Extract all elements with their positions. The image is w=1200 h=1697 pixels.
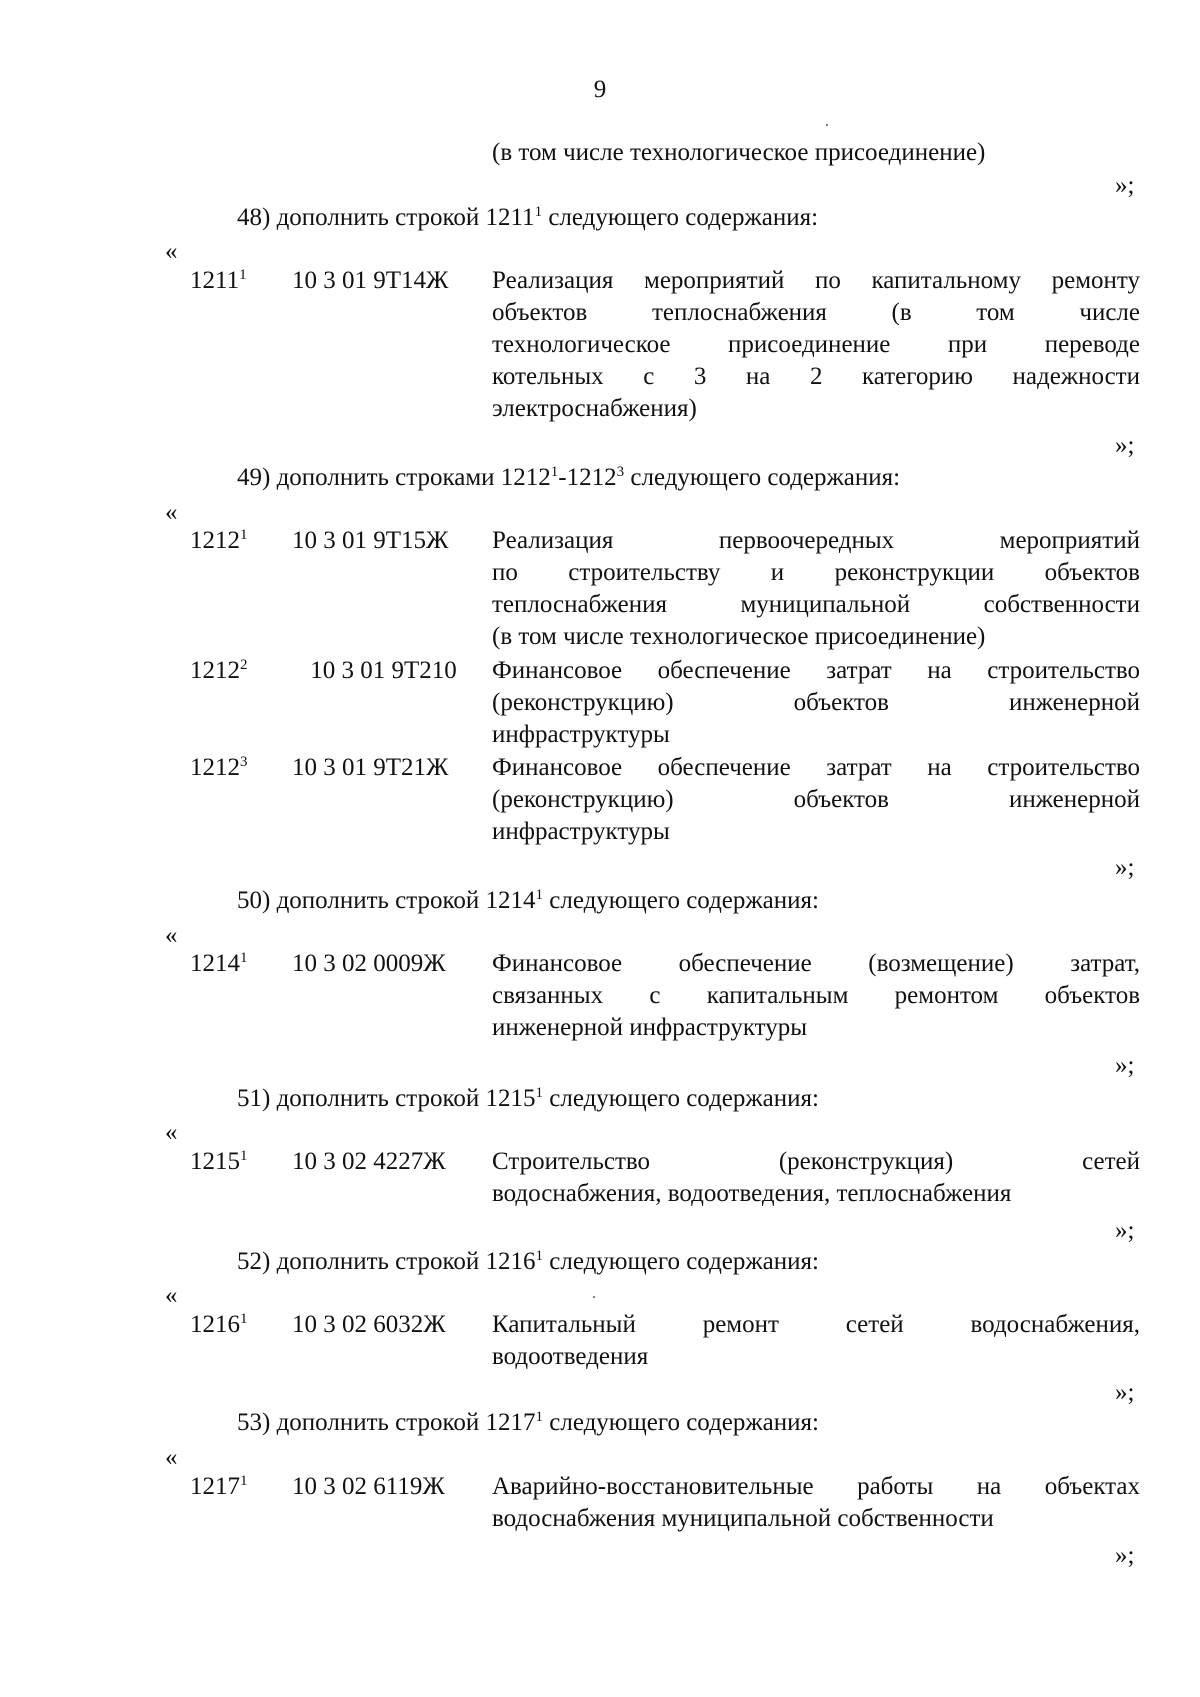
- close-quote: »;: [1115, 1217, 1135, 1244]
- open-quote: «: [165, 922, 178, 949]
- close-quote: »;: [1115, 1052, 1135, 1079]
- row-description: Аварийно-восстановительные работы на объектах водоснабжения муниципальной собственности: [492, 1473, 1140, 1532]
- row-code: 10 3 01 9Т14Ж: [292, 267, 449, 294]
- open-quote: «: [165, 499, 178, 526]
- row-number: 1215$^1$: [190, 1148, 248, 1175]
- leading-text: (в том числе технологическое присоединение): [492, 139, 986, 166]
- row-description: Капитальный ремонт сетей водоснабжения, водоотведения: [492, 1311, 1140, 1370]
- row-number: 1212$^3$: [190, 754, 248, 781]
- row-number: 1211$^1$: [190, 267, 247, 294]
- instruction-50: 50) дополнить строкой 1214$^1$ следующего содержания:: [237, 887, 819, 914]
- scan-speck: [826, 124, 828, 126]
- row-description: Финансовое обеспечение (возмещение) затрат, связанных с капитальным ремонтом объектов инженерной инфраструктуры: [492, 950, 1140, 1041]
- row-number: 1214$^1$: [190, 950, 248, 977]
- row-code: 10 3 01 9Т21Ж: [292, 754, 449, 781]
- open-quote: «: [165, 1282, 178, 1309]
- instruction-48: 48) дополнить строкой 1211$^1$ следующего содержания:: [237, 204, 819, 231]
- row-number: 1216$^1$: [190, 1311, 248, 1338]
- row-description: Финансовое обеспечение затрат на строительство (реконструкцию) объектов инженерной инфраструктуры: [492, 657, 1140, 748]
- row-code: 10 3 01 9Т15Ж: [292, 527, 449, 554]
- open-quote: «: [165, 1444, 178, 1471]
- instruction-51: 51) дополнить строкой 1215$^1$ следующего содержания:: [237, 1085, 819, 1112]
- row-description: Строительство (реконструкция) сетей водоснабжения, водоотведения, теплоснабжения: [492, 1148, 1140, 1207]
- scan-speck: [593, 1296, 595, 1298]
- row-code: 10 3 01 9Т210: [310, 657, 457, 684]
- row-number: 1212$^2$: [190, 657, 248, 684]
- row-description: Реализация мероприятий по капитальному ремонту объектов теплоснабжения (в том числе технологическое присоединение при переводе котельных с 3 на 2 категорию надежности электроснабжения): [492, 267, 1140, 422]
- row-code: 10 3 02 0009Ж: [292, 950, 446, 977]
- row-code: 10 3 02 6032Ж: [292, 1311, 446, 1338]
- close-quote: »;: [1115, 432, 1135, 459]
- row-code: 10 3 02 6119Ж: [292, 1473, 445, 1500]
- instruction-53: 53) дополнить строкой 1217$^1$ следующего содержания:: [237, 1409, 819, 1436]
- instruction-49: 49) дополнить строками 1212$^1$-1212$^3$ следующего содержания:: [237, 464, 901, 491]
- row-code: 10 3 02 4227Ж: [292, 1148, 446, 1175]
- close-quote: »;: [1115, 1542, 1135, 1569]
- row-number: 1212$^1$: [190, 527, 248, 554]
- row-description: Реализация первоочередных мероприятий по строительству и реконструкции объектов теплоснабжения муниципальной собственности (в том числе технологическое присоединение): [492, 527, 1140, 650]
- row-number: 1217$^1$: [190, 1473, 248, 1500]
- close-quote: »;: [1115, 172, 1135, 199]
- close-quote: »;: [1115, 1379, 1135, 1406]
- page-number: 9: [593, 76, 607, 103]
- row-description: Финансовое обеспечение затрат на строительство (реконструкцию) объектов инженерной инфраструктуры: [492, 754, 1140, 845]
- open-quote: «: [165, 1119, 178, 1146]
- instruction-52: 52) дополнить строкой 1216$^1$ следующего содержания:: [237, 1248, 819, 1275]
- close-quote: »;: [1115, 854, 1135, 881]
- open-quote: «: [165, 238, 178, 265]
